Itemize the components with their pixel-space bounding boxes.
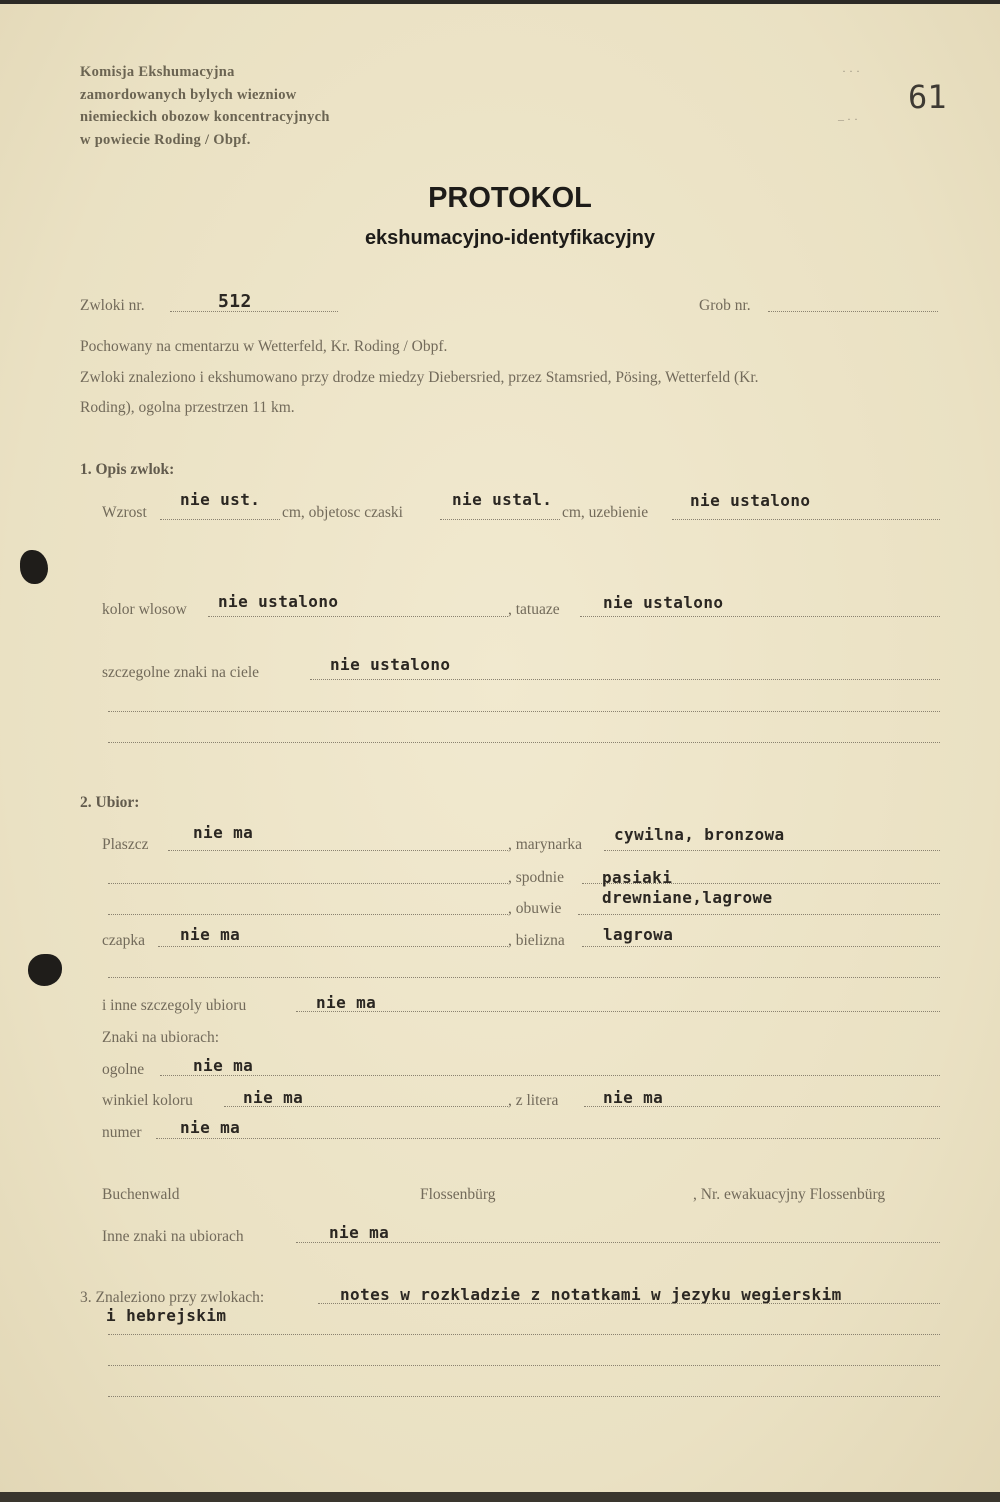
czapka-line	[158, 946, 508, 947]
spodnie-value: pasiaki	[602, 868, 673, 887]
header-line-1: Komisja Ekshumacyjna	[80, 64, 235, 80]
inne-szczegoly-label: i inne szczegoly ubioru	[102, 997, 247, 1014]
scan-bottom-edge	[0, 1492, 1000, 1502]
page-number: 61	[908, 78, 947, 116]
blank-line	[108, 1334, 940, 1335]
czaszka-value: nie ustal.	[452, 490, 553, 509]
inne-znaki-label: Inne znaki na ubiorach	[102, 1228, 244, 1245]
ewakuacyjny-label: , Nr. ewakuacyjny Flossenbürg	[693, 1186, 886, 1203]
header-line-2: zamordowanych bylych wiezniow	[80, 87, 297, 103]
document-title: PROTOKOL	[428, 182, 592, 214]
pencil-mark-icon: – · ·	[838, 112, 858, 126]
bielizna-label: , bielizna	[508, 932, 565, 949]
punch-hole-mark	[28, 954, 62, 986]
grob-label: Grob nr.	[699, 297, 751, 314]
blank-line	[108, 1365, 940, 1366]
tatuaze-value: nie ustalono	[603, 593, 724, 612]
plaszcz-line	[168, 850, 508, 851]
grob-line	[768, 311, 938, 312]
inne-szczegoly-line	[296, 1011, 940, 1012]
znaleziono-line	[318, 1303, 940, 1304]
punch-hole-mark	[20, 550, 48, 584]
ogolne-value: nie ma	[193, 1056, 254, 1075]
numer-value: nie ma	[180, 1118, 241, 1137]
znaki-value: nie ustalono	[330, 655, 451, 674]
czapka-value: nie ma	[180, 925, 241, 944]
blank-line	[108, 883, 508, 884]
numer-label: numer	[102, 1124, 142, 1141]
znaki-na-ubiorach-label: Znaki na ubiorach:	[102, 1029, 220, 1046]
flossenburg-label: Flossenbürg	[420, 1186, 496, 1203]
section-3-heading: 3. Znaleziono przy zwlokach:	[80, 1289, 265, 1306]
document-subtitle: ekshumacyjno-identyfikacyjny	[364, 227, 656, 249]
zwloki-label: Zwloki nr.	[80, 297, 145, 314]
cm-objetosc-label: cm, objetosc czaski	[282, 504, 403, 521]
inne-szczegoly-value: nie ma	[316, 993, 377, 1012]
header-line-4: w powiecie Roding / Obpf.	[80, 132, 251, 148]
bielizna-line	[582, 946, 940, 947]
blank-line	[108, 914, 508, 915]
section-2-heading: 2. Ubior:	[80, 794, 140, 811]
plaszcz-value: nie ma	[193, 823, 254, 842]
znaleziono-value-line-1: notes w rozkladzie z notatkami w jezyku wegierskim	[340, 1285, 842, 1304]
pencil-mark-icon: · · ·	[842, 64, 860, 78]
header-line-3: niemieckich obozow koncentracyjnych	[80, 109, 330, 125]
blank-line	[108, 977, 940, 978]
znaki-na-ciele-label: szczegolne znaki na ciele	[102, 664, 260, 681]
winkiel-koloru-label: winkiel koloru	[102, 1092, 193, 1109]
znaleziono-text-line-2: Roding), ogolna przestrzen 11 km.	[80, 399, 295, 416]
section-1-heading: 1. Opis zwlok:	[80, 461, 175, 478]
kolor-wlosow-label: kolor wlosow	[102, 601, 187, 618]
ogolne-line	[160, 1075, 940, 1076]
scan-top-edge	[0, 0, 1000, 4]
tatuaze-label: , tatuaze	[508, 601, 560, 618]
tatuaze-line	[580, 616, 940, 617]
czaszka-line	[440, 519, 560, 520]
obuwie-line	[578, 914, 940, 915]
inne-znaki-line	[296, 1242, 940, 1243]
czapka-label: czapka	[102, 932, 146, 949]
marynarka-line	[604, 850, 940, 851]
wzrost-label: Wzrost	[102, 504, 147, 521]
z-litera-value: nie ma	[603, 1088, 664, 1107]
ogolne-label: ogolne	[102, 1061, 145, 1078]
inne-znaki-value: nie ma	[329, 1223, 390, 1242]
winkiel-value: nie ma	[243, 1088, 304, 1107]
bielizna-value: lagrowa	[603, 925, 674, 944]
z-litera-label: , z litera	[508, 1092, 559, 1109]
wzrost-line	[160, 519, 280, 520]
znaleziono-value-line-2: i hebrejskim	[106, 1306, 227, 1325]
obuwie-label: , obuwie	[508, 900, 562, 917]
wzrost-value: nie ust.	[180, 490, 261, 509]
kolor-line	[208, 616, 508, 617]
blank-line	[108, 711, 940, 712]
numer-line	[156, 1138, 940, 1139]
uzebienie-value: nie ustalono	[690, 491, 811, 510]
kolor-value: nie ustalono	[218, 592, 339, 611]
obuwie-value: drewniane,lagrowe	[602, 888, 773, 907]
buchenwald-label: Buchenwald	[102, 1186, 180, 1203]
blank-line	[108, 742, 940, 743]
znaki-line	[310, 679, 940, 680]
cm-uzebienie-label: cm, uzebienie	[562, 504, 649, 521]
uzebienie-line	[672, 519, 940, 520]
pochowany-text: Pochowany na cmentarzu w Wetterfeld, Kr. Roding / Obpf.	[80, 338, 448, 355]
blank-line	[108, 1396, 940, 1397]
marynarka-label: , marynarka	[508, 836, 583, 853]
marynarka-value: cywilna, bronzowa	[614, 825, 785, 844]
zwloki-line	[170, 311, 338, 312]
zwloki-value: 512	[218, 291, 252, 312]
znaleziono-text-line-1: Zwloki znaleziono i ekshumowano przy drodze miedzy Diebersried, przez Stamsried, Pösing, Wetterfeld (Kr.	[80, 369, 759, 386]
spodnie-label: , spodnie	[508, 869, 564, 886]
plaszcz-label: Plaszcz	[102, 836, 149, 853]
